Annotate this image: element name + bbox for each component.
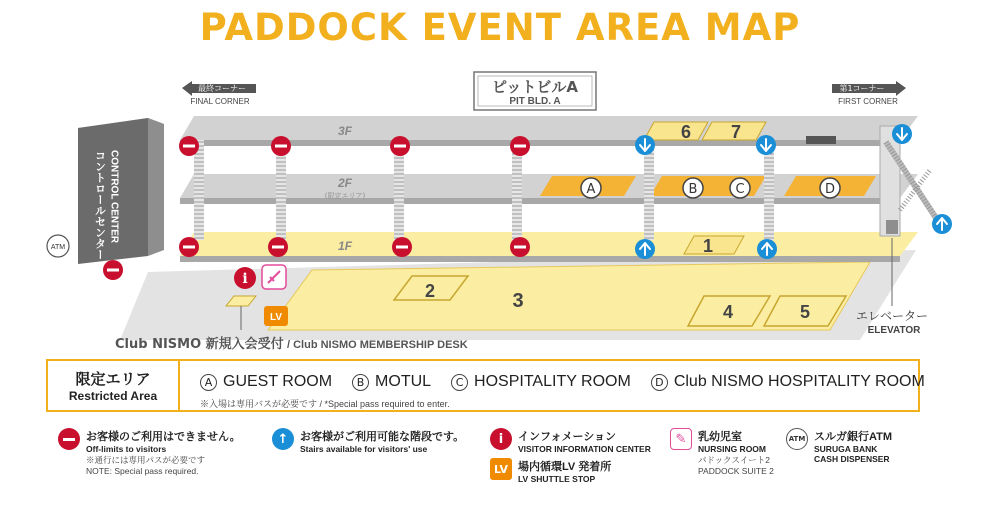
no-entry-icon <box>179 237 199 257</box>
control-center-building <box>78 118 164 264</box>
info-icon: i <box>490 428 512 450</box>
svg-text:3F: 3F <box>337 124 353 138</box>
special-pass-note: ※入場は専用バスが必要です / *Special pass required to enter. <box>200 399 450 409</box>
svg-text:i: i <box>242 271 248 287</box>
no-entry-icon <box>58 428 80 450</box>
info-marker <box>234 267 256 289</box>
arrow-up-icon <box>932 214 952 234</box>
svg-text:B: B <box>688 182 698 197</box>
control-center-jp: コントロールセンター <box>93 150 107 260</box>
room-marker-b <box>683 178 703 198</box>
arrow-down-icon <box>756 135 776 155</box>
nursing-marker <box>262 265 286 289</box>
room-marker-c <box>730 178 750 198</box>
arrow-down-icon <box>892 124 912 144</box>
legend-info: i インフォメーション VISITOR INFORMATION CENTER <box>490 428 651 454</box>
first-corner-sign <box>832 81 906 106</box>
room-list <box>200 373 925 391</box>
room-motul: B MOTUL <box>352 373 431 391</box>
pit-building-label <box>474 72 596 110</box>
legend-nursing: ✎ 乳幼児室 NURSING ROOM パドックスイート2 PADDOCK SUITE 2 <box>670 428 774 476</box>
final-corner-sign <box>182 81 256 106</box>
elevator-label-en: ELEVATOR <box>867 325 921 336</box>
control-center-en: CONTROL CENTER <box>108 150 120 244</box>
arrow-up-icon <box>635 239 655 259</box>
stair-column <box>764 140 774 240</box>
area-5-label: 5 <box>799 302 811 322</box>
area-6-label: 6 <box>680 122 692 142</box>
atm-marker <box>47 235 69 257</box>
first-corner-jp: 第1コーナー <box>839 84 885 93</box>
elevator-label-jp: エレベーター <box>855 309 929 323</box>
no-entry-icon <box>179 136 199 156</box>
svg-text:A: A <box>586 182 596 197</box>
no-entry-icon <box>103 260 123 280</box>
room-guest: A GUEST ROOM <box>200 373 332 391</box>
arrow-up-icon <box>757 239 777 259</box>
area-4-label: 4 <box>722 302 734 322</box>
baby-bottle-icon: ✎ <box>670 428 692 450</box>
svg-text:2F: 2F <box>337 176 353 190</box>
area-2-label: 2 <box>424 281 436 301</box>
area-1-label: 1 <box>702 236 714 256</box>
room-hospitality: C HOSPITALITY ROOM <box>451 373 631 391</box>
no-entry-icon <box>271 136 291 156</box>
no-entry-icon <box>390 136 410 156</box>
room-marker-d <box>820 178 840 198</box>
room-marker-a <box>581 178 601 198</box>
stair-column <box>644 140 654 240</box>
restricted-area-legend <box>46 359 925 412</box>
floor-3f <box>180 116 918 146</box>
map-title: PADDOCK EVENT AREA MAP <box>199 6 801 49</box>
floor-2f <box>180 174 918 204</box>
svg-text:ピットビルA: ピットビルA <box>491 78 579 96</box>
svg-text:C: C <box>735 182 745 197</box>
arrow-up-icon: ↑ <box>272 428 294 450</box>
final-corner-en: FINAL CORNER <box>190 97 250 106</box>
first-corner-en: FIRST CORNER <box>838 97 898 106</box>
legend-stairs: ↑ お客様がご利用可能な階段です。 Stairs available for visitors' use <box>272 428 464 454</box>
lv-shuttle-icon: LV <box>490 458 512 480</box>
final-corner-jp: 最終コーナー <box>198 84 246 93</box>
restricted-area-title: 限定エリア Restricted Area <box>48 361 180 410</box>
area-7-label: 7 <box>730 122 742 142</box>
lv-shuttle-marker <box>264 306 288 326</box>
svg-text:ATM: ATM <box>50 244 66 251</box>
club-desk-en: / Club NISMO MEMBERSHIP DESK <box>287 339 468 351</box>
room-club-nismo: D Club NISMO HOSPITALITY ROOM <box>651 373 925 391</box>
svg-text:(限定エリア): (限定エリア) <box>324 192 366 200</box>
legend-off-limits: お客様のご利用はできません。 Off-limits to visitors ※通行には専用パスが必要です NOTE: Special pass required. <box>58 428 241 476</box>
club-desk-jp: Club NISMO 新規入会受付 <box>115 337 284 352</box>
svg-text:D: D <box>824 182 836 197</box>
legend-atm: ATM スルガ銀行ATM SURUGA BANK CASH DISPENSER <box>786 428 892 464</box>
no-entry-icon <box>510 237 530 257</box>
area-3-label: 3 <box>512 290 524 312</box>
atm-icon: ATM <box>786 428 808 450</box>
stair-column <box>194 140 204 240</box>
arrow-down-icon <box>635 135 655 155</box>
no-entry-icon <box>392 237 412 257</box>
no-entry-icon <box>510 136 530 156</box>
no-entry-icon <box>268 237 288 257</box>
svg-text:PIT BLD. A: PIT BLD. A <box>509 96 561 107</box>
svg-text:LV: LV <box>269 312 283 323</box>
floor-1f <box>180 232 918 262</box>
legend-shuttle: LV 場内循環LV 発着所 LV SHUTTLE STOP <box>490 458 611 484</box>
svg-text:1F: 1F <box>337 239 353 253</box>
